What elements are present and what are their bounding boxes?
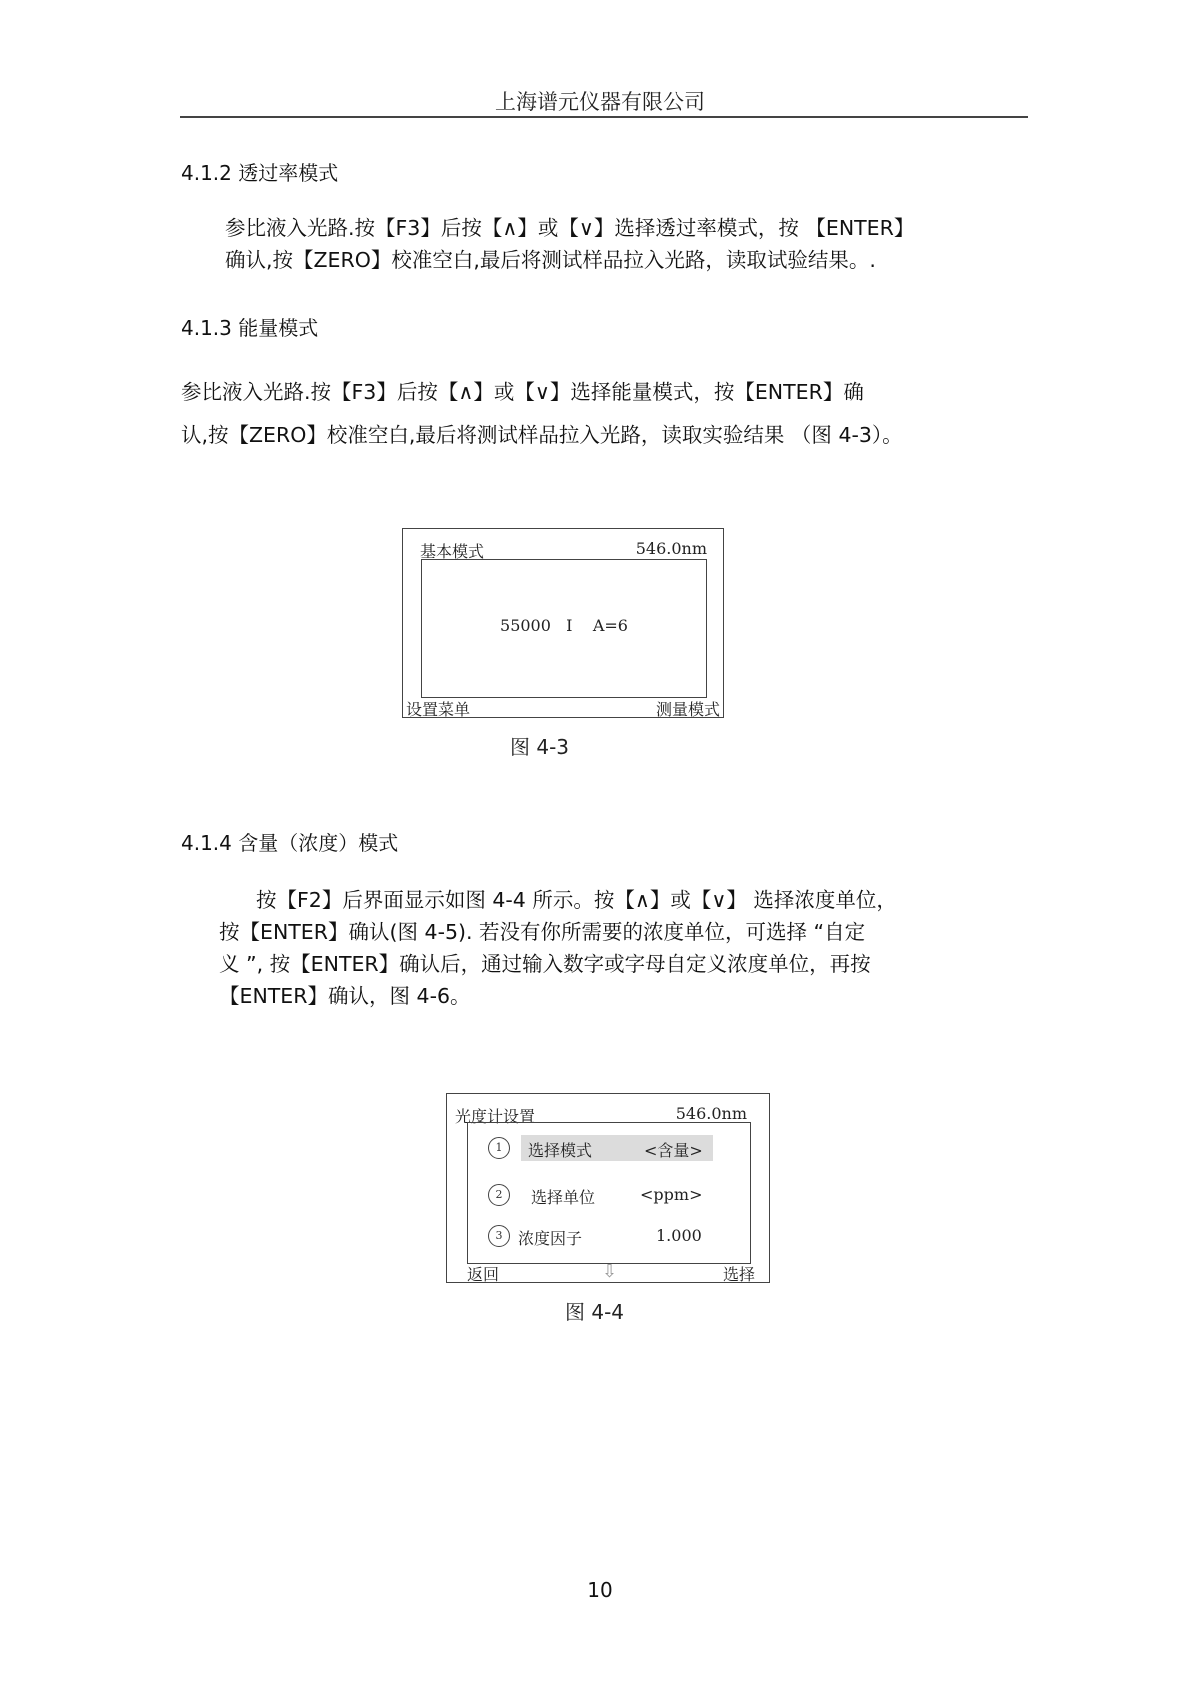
lcd-left-softkey: 设置菜单 — [406, 700, 471, 719]
lcd-settings-panel — [467, 1122, 751, 1264]
item-value: 1.000 — [656, 1226, 702, 1245]
item-label: 浓度因子 — [518, 1229, 583, 1248]
lcd-wavelength: 546.0nm — [675, 1104, 747, 1123]
lcd-right-softkey: 测量模式 — [655, 700, 720, 719]
lcd-left-softkey: 返回 — [467, 1265, 500, 1284]
page-number: 10 — [587, 1578, 613, 1602]
item-value: <含量> — [644, 1141, 703, 1160]
section-heading-4-1-2: 4.1.2 透过率模式 — [181, 161, 339, 185]
section-4-1-4-line-1: 按【F2】后界面显示如图 4-4 所示。按【∧】或【∨】 选择浓度单位， — [256, 888, 897, 912]
header-company-name: 上海谱元仪器有限公司 — [495, 90, 705, 114]
lcd-title: 基本模式 — [420, 542, 485, 561]
settings-item-select-unit — [488, 1182, 750, 1208]
section-4-1-2-line-1: 参比液入光路.按【F3】后按【∧】或【∨】选择透过率模式，按 【ENTER】 — [225, 216, 915, 240]
section-4-1-3-line-2: 认,按【ZERO】校准空白,最后将测试样品拉入光路，读取实验结果 （图 4-3）。 — [181, 423, 903, 447]
item-number-circle-icon: 3 — [488, 1225, 510, 1247]
section-4-1-4-line-3: 义 ”, 按【ENTER】确认后，通过输入数字或字母自定义浓度单位，再按 — [219, 952, 871, 976]
item-number-circle-icon: 1 — [488, 1137, 510, 1159]
lcd-reading-panel — [421, 559, 707, 698]
section-heading-4-1-4: 4.1.4 含量（浓度）模式 — [181, 831, 399, 855]
item-label: 选择单位 — [531, 1188, 596, 1207]
item-label: 选择模式 — [528, 1141, 593, 1160]
lcd-reading: 55000 I A=6 — [500, 616, 628, 635]
down-arrow-icon: ⇩ — [602, 1261, 618, 1282]
figure-4-3-caption: 图 4-3 — [510, 735, 570, 759]
header-divider — [180, 116, 1028, 118]
settings-item-concentration-factor — [488, 1223, 750, 1249]
figure-4-4-caption: 图 4-4 — [565, 1300, 625, 1324]
section-4-1-2-line-2: 确认,按【ZERO】校准空白,最后将测试样品拉入光路，读取试验结果。. — [225, 248, 876, 272]
lcd-wavelength: 546.0nm — [635, 539, 707, 558]
figure-4-3-lcd-screen — [402, 528, 724, 718]
item-value: <ppm> — [640, 1185, 703, 1204]
section-4-1-4-line-4: 【ENTER】确认，图 4-6。 — [219, 984, 471, 1008]
section-heading-4-1-3: 4.1.3 能量模式 — [181, 316, 319, 340]
item-number-circle-icon: 2 — [488, 1184, 510, 1206]
lcd-title: 光度计设置 — [455, 1107, 536, 1126]
section-4-1-3-line-1: 参比液入光路.按【F3】后按【∧】或【∨】选择能量模式，按【ENTER】确 — [181, 380, 864, 404]
lcd-right-softkey: 选择 — [722, 1265, 755, 1284]
figure-4-4-lcd-screen — [446, 1093, 770, 1283]
settings-item-select-mode — [488, 1135, 750, 1161]
section-4-1-4-line-2: 按【ENTER】确认(图 4-5). 若没有你所需要的浓度单位，可选择 “自定 — [219, 920, 866, 944]
